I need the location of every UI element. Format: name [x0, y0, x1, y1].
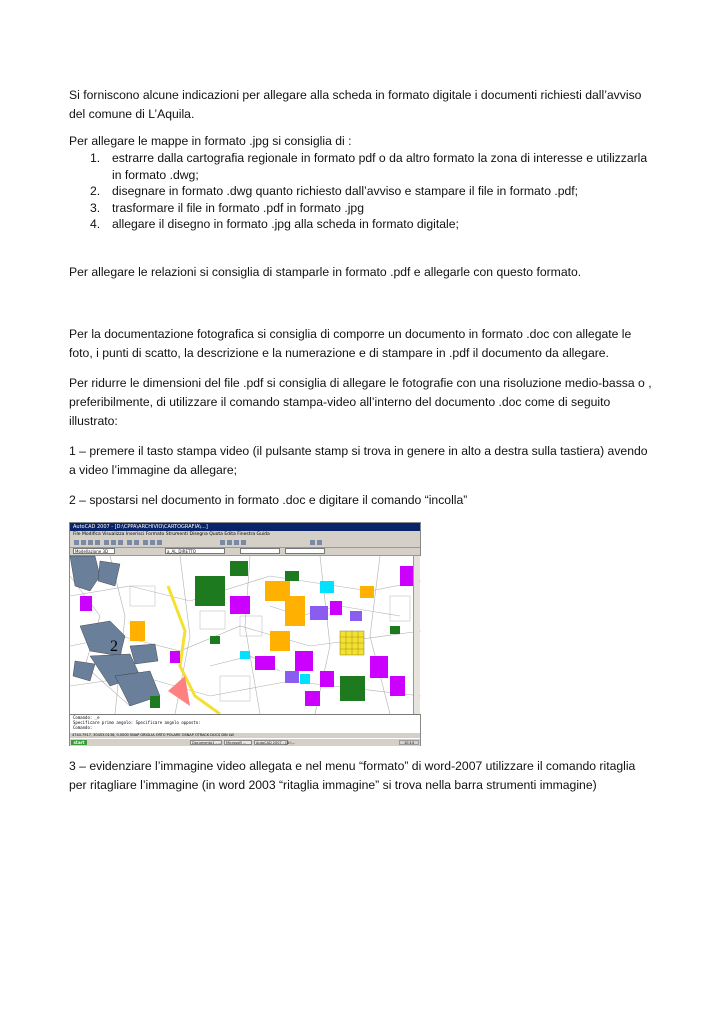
start-button[interactable]: start — [71, 740, 87, 745]
screenshot-titlebar: AutoCAD 2007 - [D:\CPPA\ARCHIVIO\CARTOGRAFIA\...] — [70, 523, 420, 531]
taskbar — [70, 738, 420, 746]
punto2-paragraph: 2 – spostarsi nel documento in formato .doc e digitare il comando “incolla” — [69, 493, 468, 507]
screenshot-menubar: File Modifica Visualizza Inserisci Formato Strumenti Disegna Quota Edita Finestra Guida — [73, 532, 270, 537]
taskbar-item[interactable]: Documento1 - ... — [192, 741, 222, 745]
punto1-paragraph: 1 – premere il tasto stampa video (il pulsante stamp si trova in genere in alto a destra sulla tastiera) avendo a video l’immagine da allegare; — [69, 444, 648, 477]
punto3-paragraph: 3 – evidenziare l’immagine video allegata e nel menu “formato” di word-2007 utilizzare il comando ritaglia per ritagliare l’immagine (in word 2003 “ritaglia immagine” si trova nella barra strumenti immagine) — [69, 759, 636, 792]
taskbar-item[interactable]: AutoCAD 2007 - [D:\... — [256, 741, 295, 745]
foto-paragraph: Per la documentazione fotografica si consiglia di comporre un documento in formato .doc con allegate le foto, i punti di scatto, la descrizione e la numerazione e di stampare in .pdf il documento da allegare. — [69, 327, 632, 360]
list-item: 3. trasformare il file in formato .pdf in formato .jpg — [90, 200, 364, 215]
taskbar-item[interactable]: Microsoft ... — [224, 740, 252, 745]
list-item: 4. allegare il disegno in formato .jpg alla scheda in formato digitale; — [90, 217, 459, 231]
ridurre-paragraph: Per ridurre le dimensioni del file .pdf si consiglia di allegare le fotografie con una risoluzione medio-bassa o , preferibilmente, di utilizzare il comando stampa-video all’interno del documento .doc come di seguito illustrato: — [69, 376, 652, 428]
cadastral-map — [70, 556, 421, 714]
color-combo — [240, 548, 280, 554]
mappe-intro: Per allegare le mappe in formato .jpg si consiglia di : — [69, 134, 352, 148]
status-bar: 4744.7917, 30453.0136, 0.0000 SNAP GRIGLIA ORTO POLARE OSNAP OTRACK DUCS DIN LW — [72, 733, 234, 737]
list-item: 2. disegnare in formato .dwg quanto richiesto dall’avviso e stampare il file in formato .pdf; — [90, 184, 579, 198]
workspace-combo: Modellazione 3D — [73, 548, 115, 554]
linetype-combo — [285, 548, 325, 554]
intro-paragraph: Si forniscono alcune indicazioni per allegare alla scheda in formato digitale i documenti richiesti dall’avviso del comune di L’Aquila. — [69, 88, 642, 121]
embedded-screenshot — [69, 522, 421, 746]
layer-combo: a_AL_DIRETTO — [165, 548, 225, 554]
relazioni-paragraph: Per allegare le relazioni si consiglia di stamparle in formato .pdf e allegarle con questo formato. — [69, 265, 582, 279]
steps-list — [69, 150, 654, 233]
screenshot-layer-toolbar — [70, 547, 420, 556]
taskbar-clock: 10.14 — [399, 740, 419, 745]
map-vertical-scrollbar[interactable] — [413, 556, 420, 714]
list-item: 1. estrarre dalla cartografia regionale in formato pdf o da altro formato la zona di interesse e utilizzarla in formato .dwg; — [90, 151, 648, 182]
command-line: Comando: _e Specificare primo angolo: Specificare angolo opposto: Comando: — [70, 714, 420, 733]
map-zone-label: 2 — [110, 638, 118, 655]
